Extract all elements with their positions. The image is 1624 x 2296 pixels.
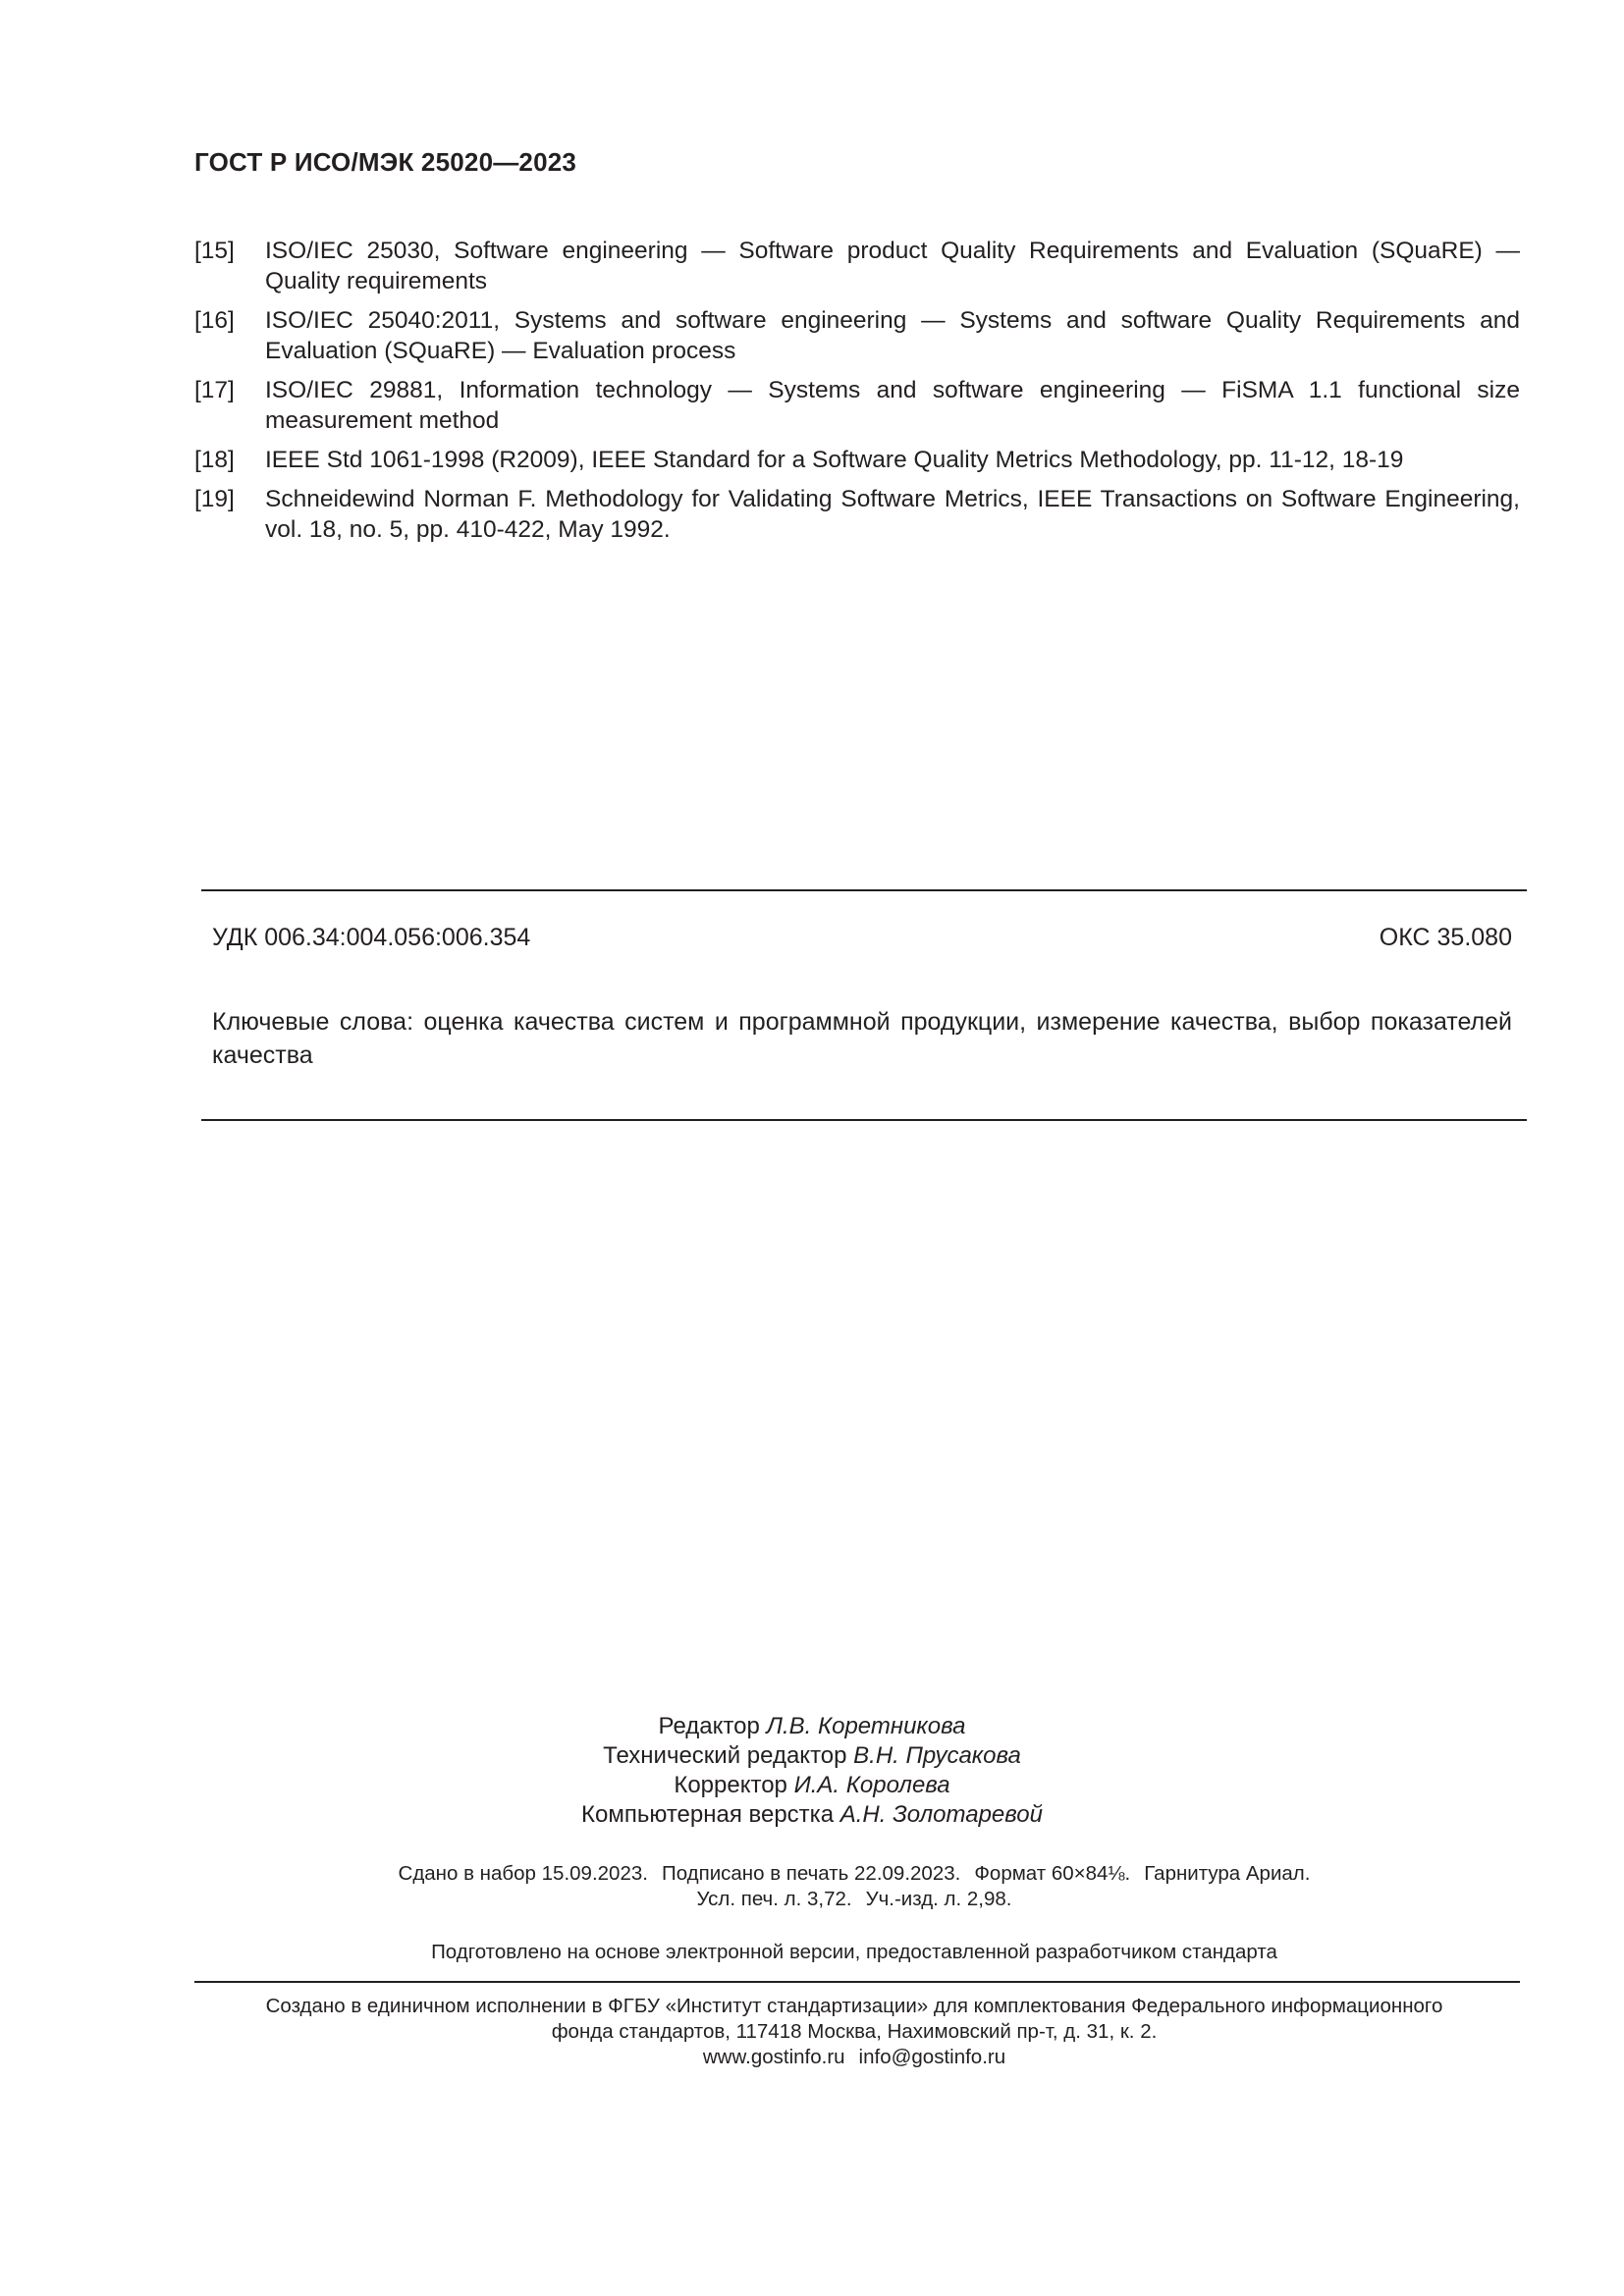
credit-corrector: Корректор И.А. Королева bbox=[674, 1772, 950, 1798]
reference-number: [19] bbox=[194, 486, 235, 512]
reference-item bbox=[194, 375, 1520, 436]
credits-block bbox=[0, 1712, 1624, 1830]
references-list bbox=[194, 236, 1520, 554]
footer-contacts bbox=[0, 2045, 1624, 2070]
reference-number: [15] bbox=[194, 238, 235, 264]
reference-item bbox=[194, 305, 1520, 366]
reference-item bbox=[194, 236, 1520, 296]
print-info-line1: Сдано в набор 15.09.2023. Подписано в печать 22.09.2023. Формат 60×84⅛. Гарнитура Ариал. bbox=[398, 1862, 1311, 1885]
reference-text: ISO/IEC 29881, Information technology — Systems and software engineering — FiSMA 1.1 functional size measurement method bbox=[265, 377, 1520, 434]
website-link[interactable]: www.gostinfo.ru bbox=[702, 2046, 845, 2068]
email-link[interactable]: info@gostinfo.ru bbox=[858, 2046, 1006, 2068]
oks-code: ОКС 35.080 bbox=[1379, 924, 1512, 951]
credit-layout: Компьютерная верстка А.Н. Золотаревой bbox=[581, 1801, 1043, 1828]
divider-top bbox=[201, 889, 1527, 891]
divider-bottom bbox=[201, 1119, 1527, 1121]
reference-number: [16] bbox=[194, 307, 235, 334]
credit-editor: Редактор Л.В. Коретникова bbox=[658, 1713, 966, 1739]
keywords: Ключевые слова: оценка качества систем и программной продукции, измерение качества, выбор показателей качества bbox=[212, 1008, 1512, 1069]
reference-number: [17] bbox=[194, 377, 235, 403]
footer-block bbox=[0, 1994, 1624, 2070]
credit-tech-editor: Технический редактор В.Н. Прусакова bbox=[603, 1742, 1021, 1769]
reference-text: Schneidewind Norman F. Methodology for Validating Software Metrics, IEEE Transactions on Software Engineering, vol. 18, no. 5, pp. 410-422, May 1992. bbox=[265, 486, 1520, 543]
reference-text: ISO/IEC 25040:2011, Systems and software engineering — Systems and software Quality Requirements and Evaluation (SQuaRE) — Evaluation process bbox=[265, 307, 1520, 364]
reference-number: [18] bbox=[194, 447, 235, 473]
document-header: ГОСТ Р ИСО/МЭК 25020—2023 bbox=[194, 147, 577, 177]
print-info-line2: Усл. печ. л. 3,72. Уч.-изд. л. 2,98. bbox=[696, 1888, 1012, 1910]
reference-item bbox=[194, 484, 1520, 545]
prepared-note: Подготовлено на основе электронной версии, предоставленной разработчиком стандарта bbox=[431, 1941, 1277, 1963]
reference-text: ISO/IEC 25030, Software engineering — Software product Quality Requirements and Evaluation (SQuaRE) — Quality requirements bbox=[265, 238, 1520, 294]
footer-line2: фонда стандартов, 117418 Москва, Нахимовский пр-т, д. 31, к. 2. bbox=[551, 2020, 1158, 2043]
divider-footer bbox=[194, 1981, 1520, 1983]
print-info bbox=[0, 1861, 1624, 1912]
footer-line1: Создано в единичном исполнении в ФГБУ «Институт стандартизации» для комплектования Федерального информационного bbox=[265, 1995, 1443, 2017]
reference-text: IEEE Std 1061-1998 (R2009), IEEE Standard for a Software Quality Metrics Methodology, pp. 11-12, 18-19 bbox=[265, 447, 1404, 473]
reference-item bbox=[194, 445, 1520, 475]
udk-code: УДК 006.34:004.056:006.354 bbox=[212, 924, 531, 951]
